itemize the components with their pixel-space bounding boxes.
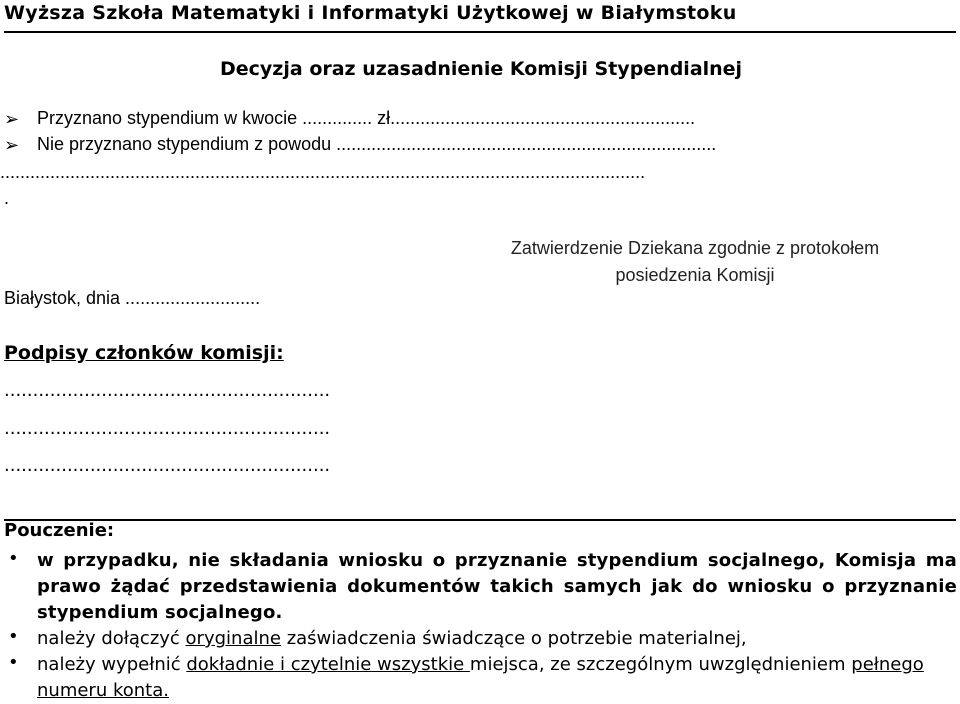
refused-option: Nie przyznano stypendium z powodu ............................................................................ [37, 134, 717, 154]
dean-approval-note: Zatwierdzenie Dziekana zgodnie z protokołem posiedzenia Komisji [510, 238, 880, 285]
instruction-text: należy dołączyć [37, 628, 186, 649]
instructions-heading: Pouczenie: [4, 520, 115, 541]
instruction-text: zaświadczenia świadczące o potrzebie materialnej, [280, 628, 747, 649]
instruction-item-documents: w przypadku, nie składania wniosku o przyznanie stypendium socjalnego, Komisja ma prawo żądać przedstawienia dokumentów takich samych jak do wniosku o przyznanie stypendium socjalnego. [37, 550, 957, 623]
signature-line: ......................................................... [4, 380, 331, 401]
instructions-divider [4, 519, 956, 521]
underlined-emphasis: dokładnie i czytelnie wszystkie [186, 654, 470, 675]
bullet-icon: • [8, 652, 19, 673]
header-divider [4, 31, 956, 33]
instruction-item-fill-form [37, 652, 957, 704]
signature-line: ......................................................... [4, 418, 331, 439]
school-name: Wyższa Szkoła Matematyki i Informatyki Użytkowej w Białymstoku [4, 2, 737, 24]
underlined-emphasis: oryginalne [185, 628, 281, 649]
reason-dotted-line-end: . [4, 188, 10, 208]
instruction-text: miejsca, ze szczególnym uwzględnieniem [469, 654, 852, 675]
bullet-icon: • [8, 548, 19, 569]
underlined-emphasis: pełnego numeru konta. [37, 654, 924, 701]
arrow-bullet-icon: ➢ [4, 135, 20, 156]
instruction-item-certificates [37, 626, 957, 652]
granted-option: Przyznano stypendium w kwocie .............. zł............................................................. [37, 108, 696, 128]
arrow-bullet-icon: ➢ [4, 109, 20, 130]
place-date-line: Białystok, dnia ........................... [4, 288, 261, 308]
decision-title: Decyzja oraz uzasadnienie Komisji Stypendialnej [220, 58, 743, 80]
bullet-icon: • [8, 626, 19, 647]
signatures-heading: Podpisy członków komisji: [4, 342, 284, 364]
reason-dotted-line: ................................................................................................................................. [0, 162, 646, 182]
signature-line: ......................................................... [4, 455, 331, 476]
instruction-text: należy wypełnić [37, 654, 187, 675]
